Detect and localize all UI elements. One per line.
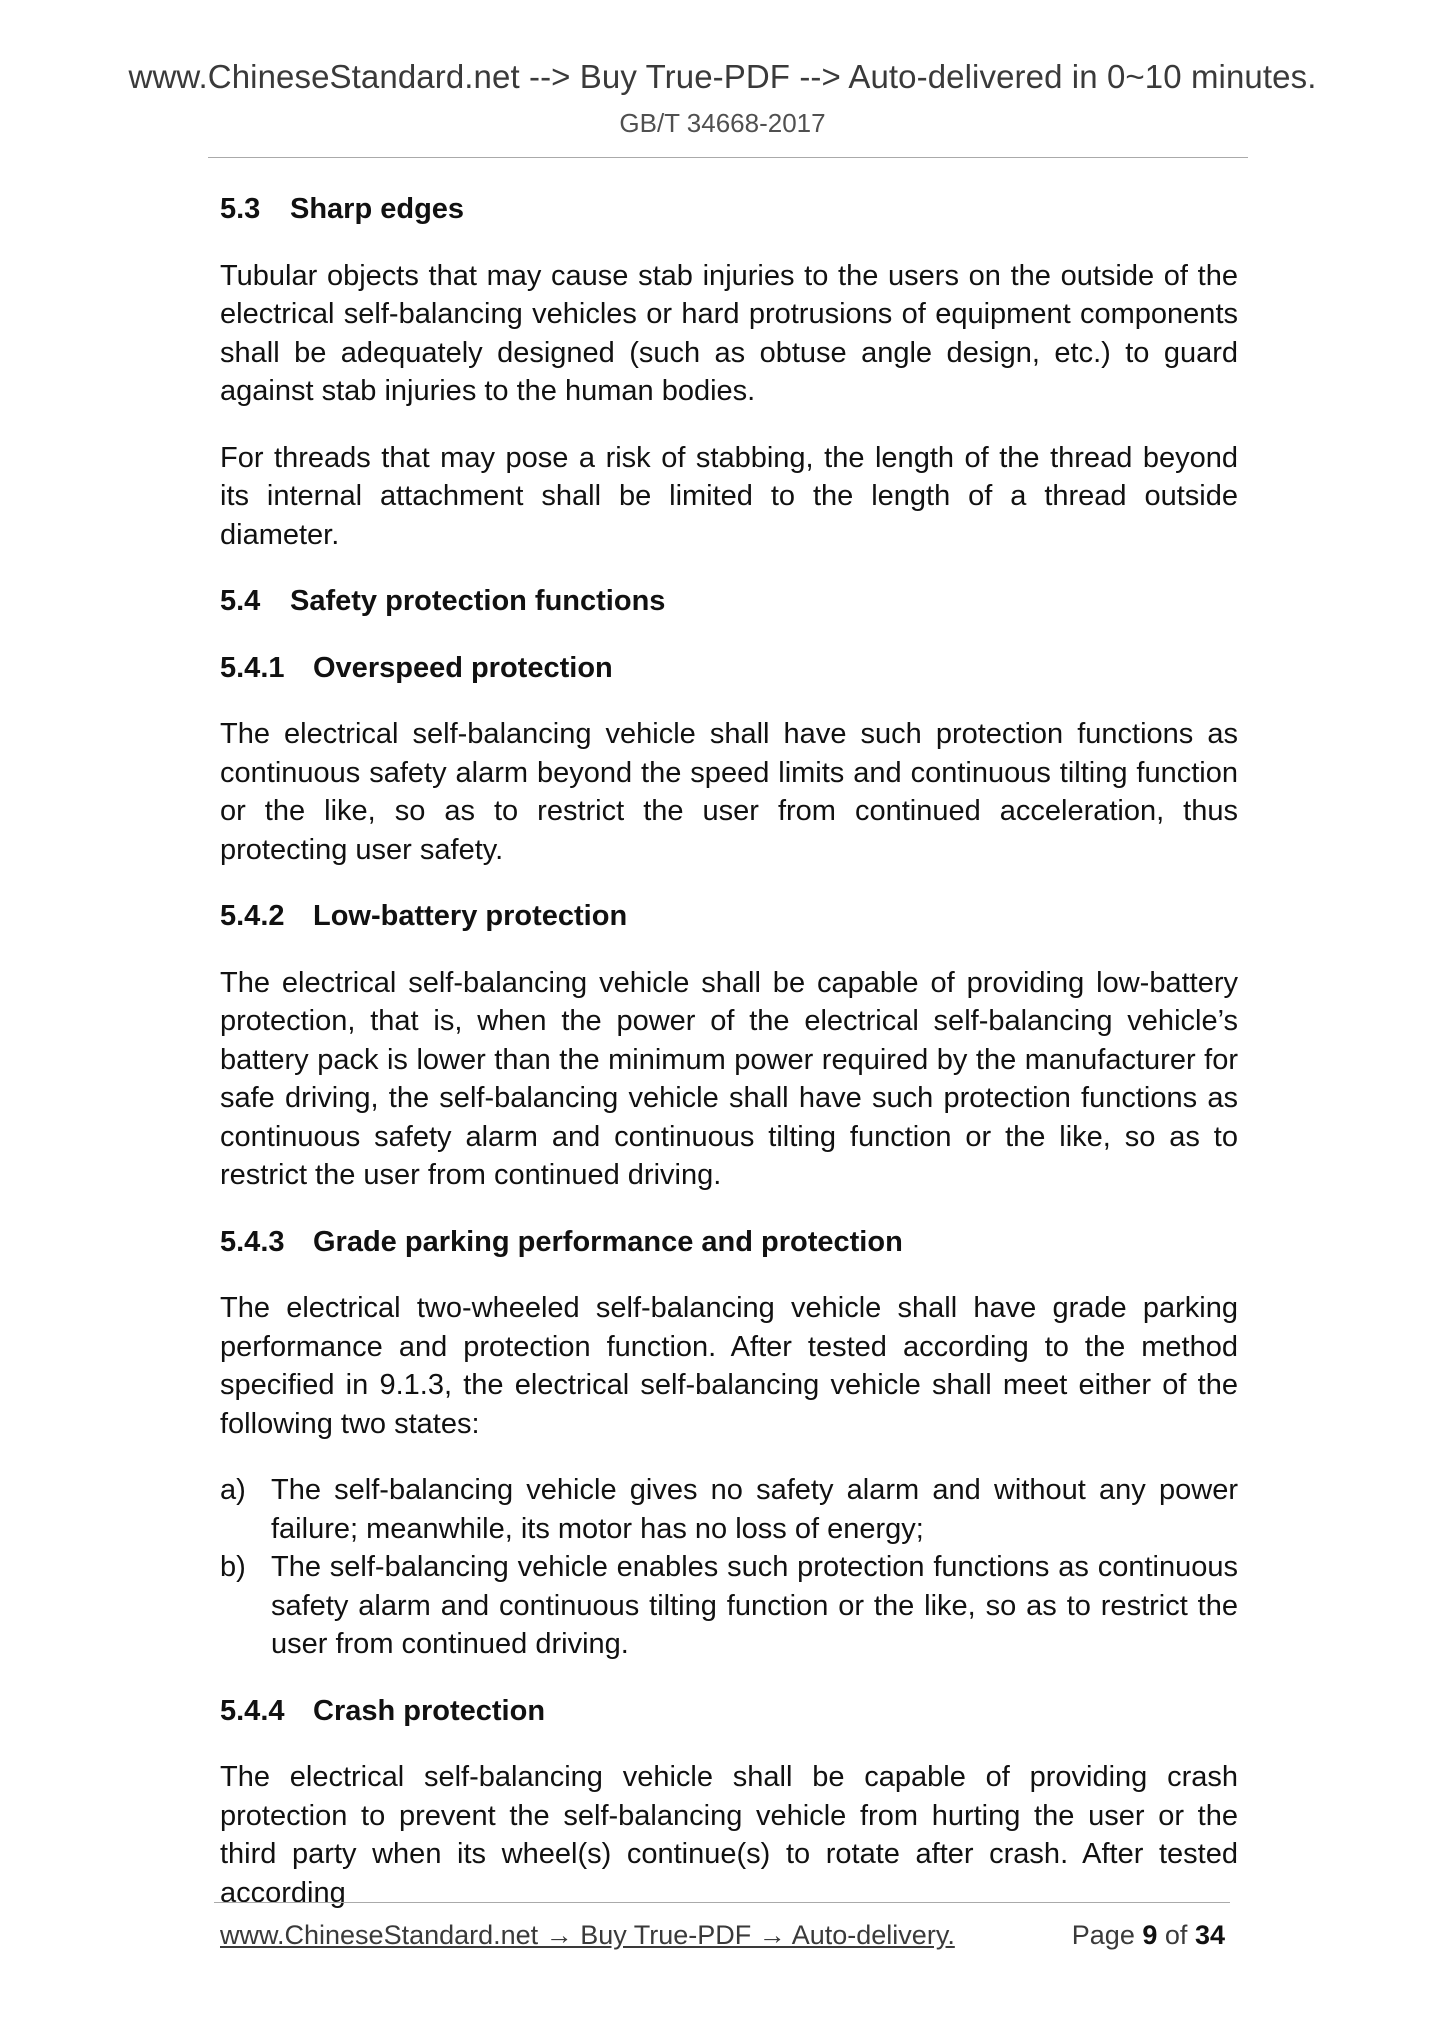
section-number: 5.4: [220, 585, 261, 617]
section-5-4-2-heading: [220, 897, 1238, 936]
section-number: 5.4.4: [220, 1694, 285, 1727]
section-title: Safety protection functions: [290, 585, 666, 617]
document-code: GB/T 34668-2017: [619, 108, 826, 138]
section-number: 5.4.2: [220, 900, 285, 932]
paragraph: Tubular objects that may cause stab injuries to the users on the outside of the electrical self-balancing vehicles or hard protrusions of equipment components shall be adequately designed (such as obtuse angle design, etc.) to guard against stab injuries to the human bodies.: [220, 259, 1238, 407]
total-pages: 34: [1194, 1920, 1225, 1950]
footer-divider: [214, 1902, 1230, 1903]
paragraph: The electrical self-balancing vehicle shall have such protection functions as continuous safety alarm beyond the speed limits and continuous tilting function or the like, so as to restrict the user from continued acceleration, thus protecting user safety.: [220, 718, 1238, 866]
section-5-4-4-heading: [220, 1692, 1238, 1731]
state-list: [220, 1471, 1238, 1664]
section-5-4-3-heading: [220, 1223, 1238, 1262]
paragraph: The electrical two-wheeled self-balancing vehicle shall have grade parking performance and protection function. After tested according to the method specified in 9.1.3, the electrical self-balancing vehicle shall meet either of the following two states:: [220, 1292, 1238, 1440]
top-banner[interactable]: www.ChineseStandard.net --> Buy True-PDF --> Auto-delivered in 0~10 minutes.: [128, 58, 1317, 95]
section-number: 5.4.3: [220, 1225, 285, 1258]
current-page: 9: [1142, 1920, 1158, 1950]
section-5-4-1-heading: [220, 649, 1238, 688]
page-indicator: [1072, 1920, 1225, 1951]
paragraph: The electrical self-balancing vehicle shall be capable of providing crash protection to prevent the self-balancing vehicle from hurting the user or the third party when its wheel(s) continue(s) to rotate after crash. After tested according: [220, 1761, 1238, 1909]
list-item-text: The self-balancing vehicle gives no safety alarm and without any power failure; meanwhile, its motor has no loss of energy;: [271, 1474, 1238, 1545]
paragraph: For threads that may pose a risk of stabbing, the length of the thread beyond its internal attachment shall be limited to the length of a thread outside diameter.: [220, 441, 1238, 551]
section-title: Low-battery protection: [313, 900, 628, 932]
list-item-text: The self-balancing vehicle enables such protection functions as continuous safety alarm and continuous tilting function or the like, so as to restrict the user from continued driving.: [271, 1551, 1238, 1660]
list-marker: b): [220, 1551, 246, 1583]
section-title: Grade parking performance and protection: [313, 1225, 903, 1258]
footer-link[interactable]: www.ChineseStandard.net → Buy True-PDF → Auto-delivery.: [220, 1920, 955, 1950]
page-of: of: [1164, 1920, 1188, 1950]
page-word: Page: [1071, 1920, 1135, 1950]
header-divider: [208, 157, 1248, 158]
section-number: 5.4.1: [220, 651, 285, 684]
list-item: [220, 1548, 1238, 1664]
section-5-3-heading: [220, 190, 1238, 229]
paragraph: The electrical self-balancing vehicle shall be capable of providing low-battery protection, that is, when the power of the electrical self-balancing vehicle’s battery pack is lower than the minimum power required by the manufacturer for safe driving, the self-balancing vehicle shall have such protection functions as continuous safety alarm and continuous tilting function or the like, so as to restrict the user from continued driving.: [220, 966, 1238, 1191]
section-5-4-heading: [220, 582, 1238, 621]
section-number: 5.3: [220, 193, 261, 225]
section-title: Overspeed protection: [313, 651, 613, 684]
document-body: [220, 190, 1238, 1940]
list-item: [220, 1471, 1238, 1548]
section-title: Crash protection: [313, 1694, 546, 1727]
section-title: Sharp edges: [290, 193, 465, 225]
list-marker: a): [220, 1474, 246, 1506]
